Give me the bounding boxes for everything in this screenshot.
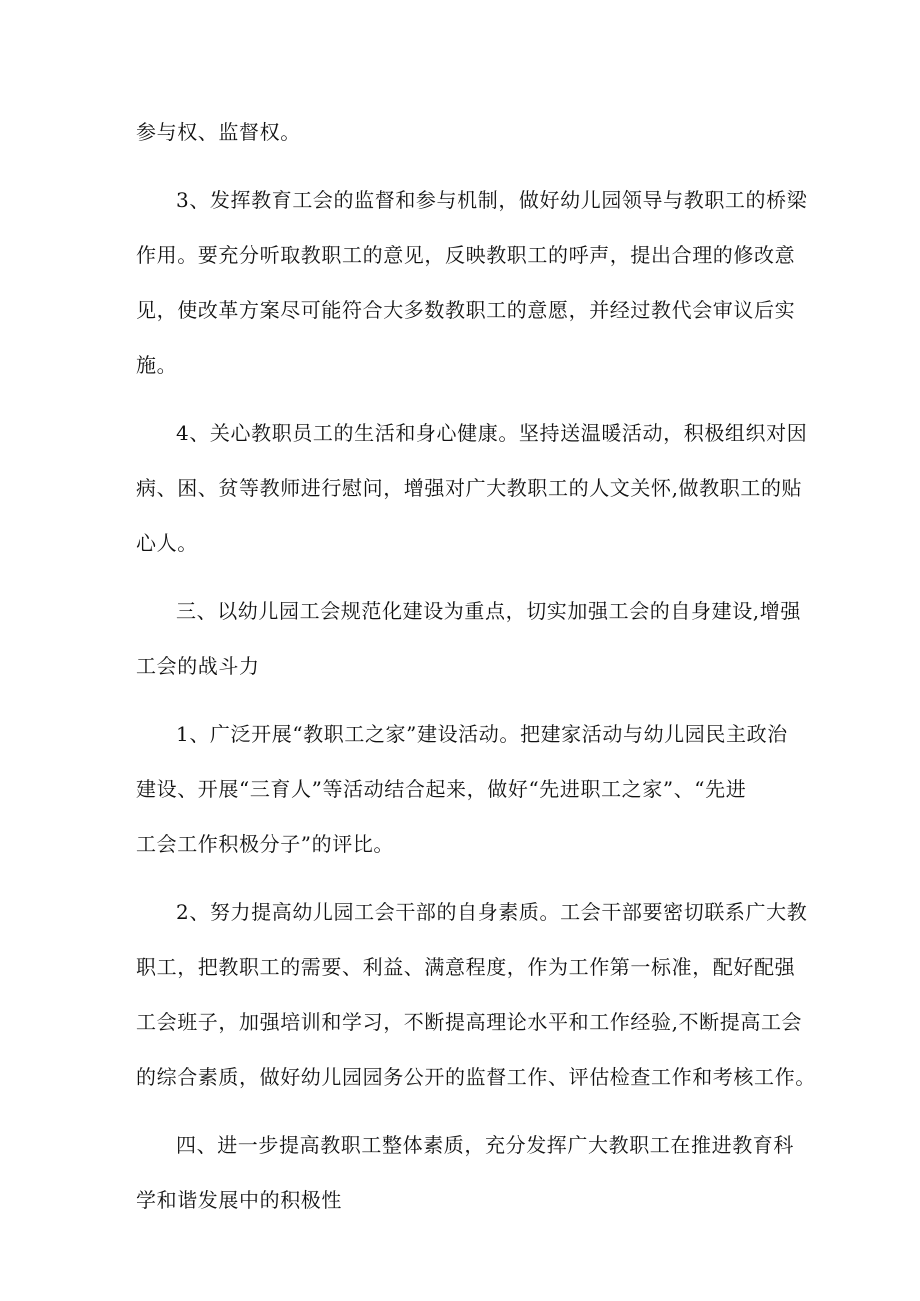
paragraph-line: 参与权、监督权。	[136, 120, 301, 144]
paragraph-line: 的综合素质，做好幼儿园园务公开的监督工作、评估检查工作和考核工作。	[136, 1065, 816, 1089]
paragraph-line: 施。	[136, 353, 178, 377]
section-heading-line: 四、进一步提高教职工整体素质，充分发挥广大教职工在推进教育科	[176, 1133, 794, 1157]
section-heading-line: 三、以幼儿园工会规范化建设为重点，切实加强工会的自身建设,增强	[176, 599, 801, 623]
paragraph-line: 1、广泛开展“教职工之家”建设活动。把建家活动与幼儿园民主政治	[176, 722, 788, 746]
section-heading-line: 工会的战斗力	[136, 654, 260, 678]
paragraph-line: 职工，把教职工的需要、利益、满意程度，作为工作第一标准，配好配强	[136, 955, 796, 979]
paragraph-line: 心人。	[136, 531, 198, 555]
paragraph-line: 4、关心教职员工的生活和身心健康。坚持送温暖活动，积极组织对因	[176, 421, 808, 445]
section-heading-line: 学和谐发展中的积极性	[136, 1188, 342, 1212]
paragraph-line: 工会工作积极分子”的评比。	[136, 832, 395, 856]
paragraph-line: 建设、开展“三育人”等活动结合起来，做好“先进职工之家”、“先进	[136, 777, 747, 801]
paragraph-line: 病、困、贫等教师进行慰问，增强对广大教职工的人文关怀,做教职工的贴	[136, 476, 803, 500]
paragraph-line: 2、努力提高幼儿园工会干部的自身素质。工会干部要密切联系广大教	[176, 900, 808, 924]
paragraph-line: 见，使改革方案尽可能符合大多数教职工的意愿，并经过教代会审议后实	[136, 298, 796, 322]
paragraph-line: 作用。要充分听取教职工的意见，反映教职工的呼声，提出合理的修改意	[136, 243, 796, 267]
paragraph-line: 3、发挥教育工会的监督和参与机制，做好幼儿园领导与教职工的桥梁	[176, 188, 808, 212]
paragraph-line: 工会班子，加强培训和学习，不断提高理论水平和工作经验,不断提高工会	[136, 1010, 803, 1034]
